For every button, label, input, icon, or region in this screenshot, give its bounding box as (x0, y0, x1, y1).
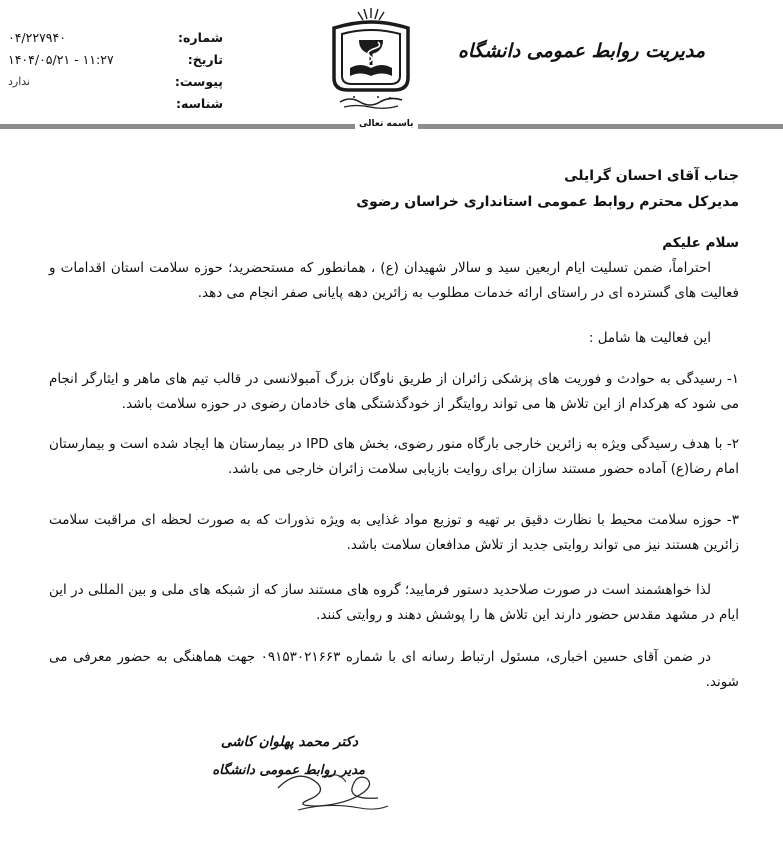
letter-date-label: تاریخ: (187, 51, 223, 67)
paragraph-activities-heading: این فعالیت ها شامل : (588, 330, 711, 346)
paragraph-intro: احتراماً، ضمن تسلیت ایام اربعین سید و سالار شهیدان (ع) ، همانطور که مستحضرید؛ حوزه سلامت استان اقدامات و فعالیت های گسترده ای در راستای ارائه خدمات مطلوب به زائرین دهه پایانی صفر انجام می دهد. (49, 260, 739, 301)
letter-metadata (8, 26, 223, 114)
university-emblem-icon (326, 6, 416, 114)
paragraph-request: لذا خواهشمند است در صورت صلاحدید دستور فرمایید؛ گروه های مستند ساز که از شبکه های ملی و بین المللی در این ایام در مشهد مقدس حضور دارند این تلاش ها را پوشش دهند و روایتی کنند. (49, 582, 739, 623)
bismillah-heading: باسمه تعالی (355, 119, 418, 129)
department-title: مدیریت روابط عمومی دانشگاه (457, 40, 705, 62)
letter-id-label: شناسه: (176, 95, 223, 111)
recipient-block (356, 163, 739, 215)
letter-number-label: شماره: (178, 29, 223, 45)
letter-attachment-row (8, 70, 223, 92)
recipient-name: جناب آقای احسان گرایلی (564, 168, 739, 184)
paragraph-contact: در ضمن آقای حسین اخباری، مسئول ارتباط رسانه ای با شماره ۰۹۱۵۳۰۲۱۶۶۳ جهت هماهنگی به حضور معرفی می شوند. (49, 649, 739, 690)
letter-date-value: ۱۴۰۴/۰۵/۲۱ - ۱۱:۲۷ (8, 51, 114, 67)
salutation: سلام علیکم (662, 235, 739, 251)
letter-attachment-value: ندارد (8, 74, 31, 88)
paragraph-item-2: ۲- با هدف رسیدگی ویژه به زائرین خارجی بارگاه منور رضوی، بخش های IPD در بیمارستان ها ایجاد شده است و بیمارستان امام رضا(ع) آماده حضور مستند سازان برای روایت بازیابی سلامت زائران خارجی می باشد. (49, 436, 739, 477)
letter-number-row (8, 26, 223, 48)
letter-date-row (8, 48, 223, 70)
letter-number-value: ۰۴/۲۲۷۹۴۰ (8, 29, 66, 45)
signatory-role: مدیر روابط عمومی دانشگاه (212, 763, 365, 778)
letter-id-row (8, 92, 223, 114)
signatory-name: دکتر محمد پهلوان کاشی (220, 734, 358, 750)
paragraph-item-1: ۱- رسیدگی به حوادث و فوریت های پزشکی زائران از طریق ناوگان بزرگ آمبولانسی در قالب تیم های ماهر و ایثارگر انجام می شود که هرکدام از این تلاش ها می تواند روایتگر از خودگذشتگی های خادمان رضوی در حوزه سلامت باشد. (49, 371, 739, 412)
recipient-title: مدیرکل محترم روابط عمومی استانداری خراسان رضوی (356, 194, 739, 210)
letter-attachment-label: پیوست: (174, 73, 223, 89)
handwritten-signature-icon (268, 748, 398, 818)
paragraph-item-3: ۳- حوزه سلامت محیط با نظارت دقیق بر تهیه و توزیع مواد غذایی به ویژه نذورات که به صورت لحظه ای مراقبت سلامت زائرین هستند نیز می تواند روایتی جدید از تلاش مدافعان سلامت باشد. (49, 512, 739, 553)
